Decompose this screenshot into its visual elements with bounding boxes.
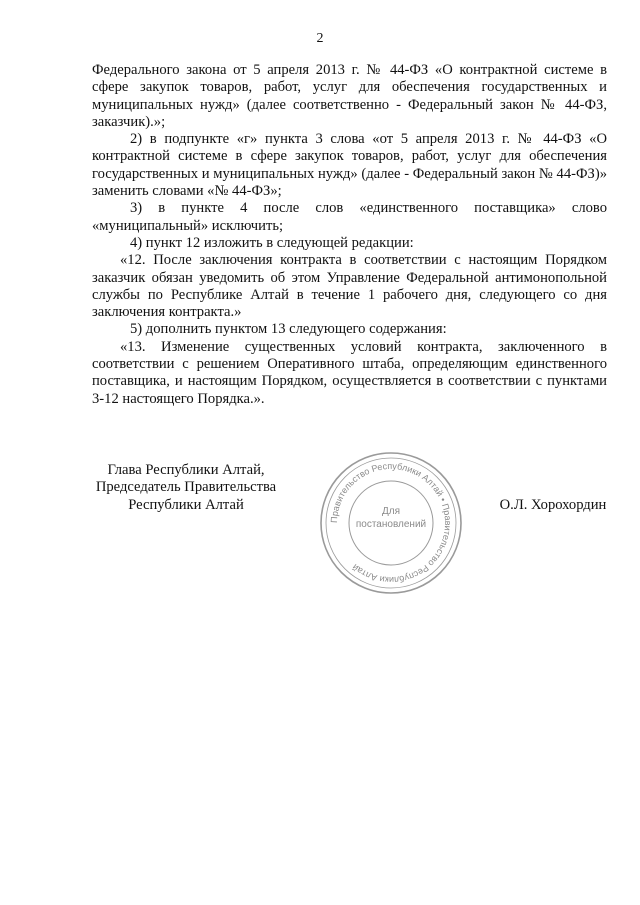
paragraph-quote-12: «12. После заключения контракта в соответствии с настоящим Порядком заказчик обязан уведомить об этом Управление Федеральной антимонопольной службы по Республике Алтай в течение 1 рабочего дня, следующего со дня заключения контракта.» — [92, 252, 607, 321]
paragraph-item-4: 4) пункт 12 изложить в следующей редакции: — [130, 234, 414, 251]
signatory-position-line-1: Глава Республики Алтай, — [107, 462, 265, 478]
page-number: 2 — [316, 31, 324, 46]
paragraph-quote-13: «13. Изменение существенных условий контракта, заключенного в соответствии с решением Оперативного штаба, определяющим единственного поставщика, и настоящим Порядком, осуществляется в соответствии с пунктами 3-12 настоящего Порядка.». — [92, 338, 607, 407]
paragraph-item-2: 2) в подпункте «г» пункта 3 слова «от 5 апреля 2013 г. № 44-ФЗ «О контрактной системе в сфере закупок товаров, работ, услуг для обеспечения государственных и муниципальных нужд» (далее - Федеральный закон № 44-ФЗ)» заменить словами «№ 44-ФЗ»; — [92, 131, 607, 200]
signatory-position-line-3: Республики Алтай — [128, 496, 244, 513]
paragraph-continuation: Федерального закона от 5 апреля 2013 г. № 44-ФЗ «О контрактной системе в сфере закупок товаров, работ, услуг для обеспечения государственных и муниципальных нужд» (далее соответственно - Федеральный закон № 44-ФЗ, заказчик).»; — [92, 62, 607, 130]
document-body — [92, 62, 607, 408]
svg-text:Правительство Республики Алтай: Правительство Республики Алтай • Правительство Республики Алтай — [328, 460, 454, 586]
signatory-position-line-2: Председатель Правительства — [95, 479, 277, 496]
official-seal — [316, 448, 466, 598]
paragraph-item-3: 3) в пункте 4 после слов «единственного поставщика» слово «муниципальный» исключить; — [92, 200, 607, 234]
seal-center-line-2: постановлений — [355, 519, 427, 530]
signatory-name: О.Л. Хорохордин — [499, 497, 607, 513]
seal-center-line-1: Для — [381, 506, 401, 517]
signatory-position — [75, 462, 297, 514]
paragraph-item-5: 5) дополнить пунктом 13 следующего содержания: — [130, 321, 447, 338]
